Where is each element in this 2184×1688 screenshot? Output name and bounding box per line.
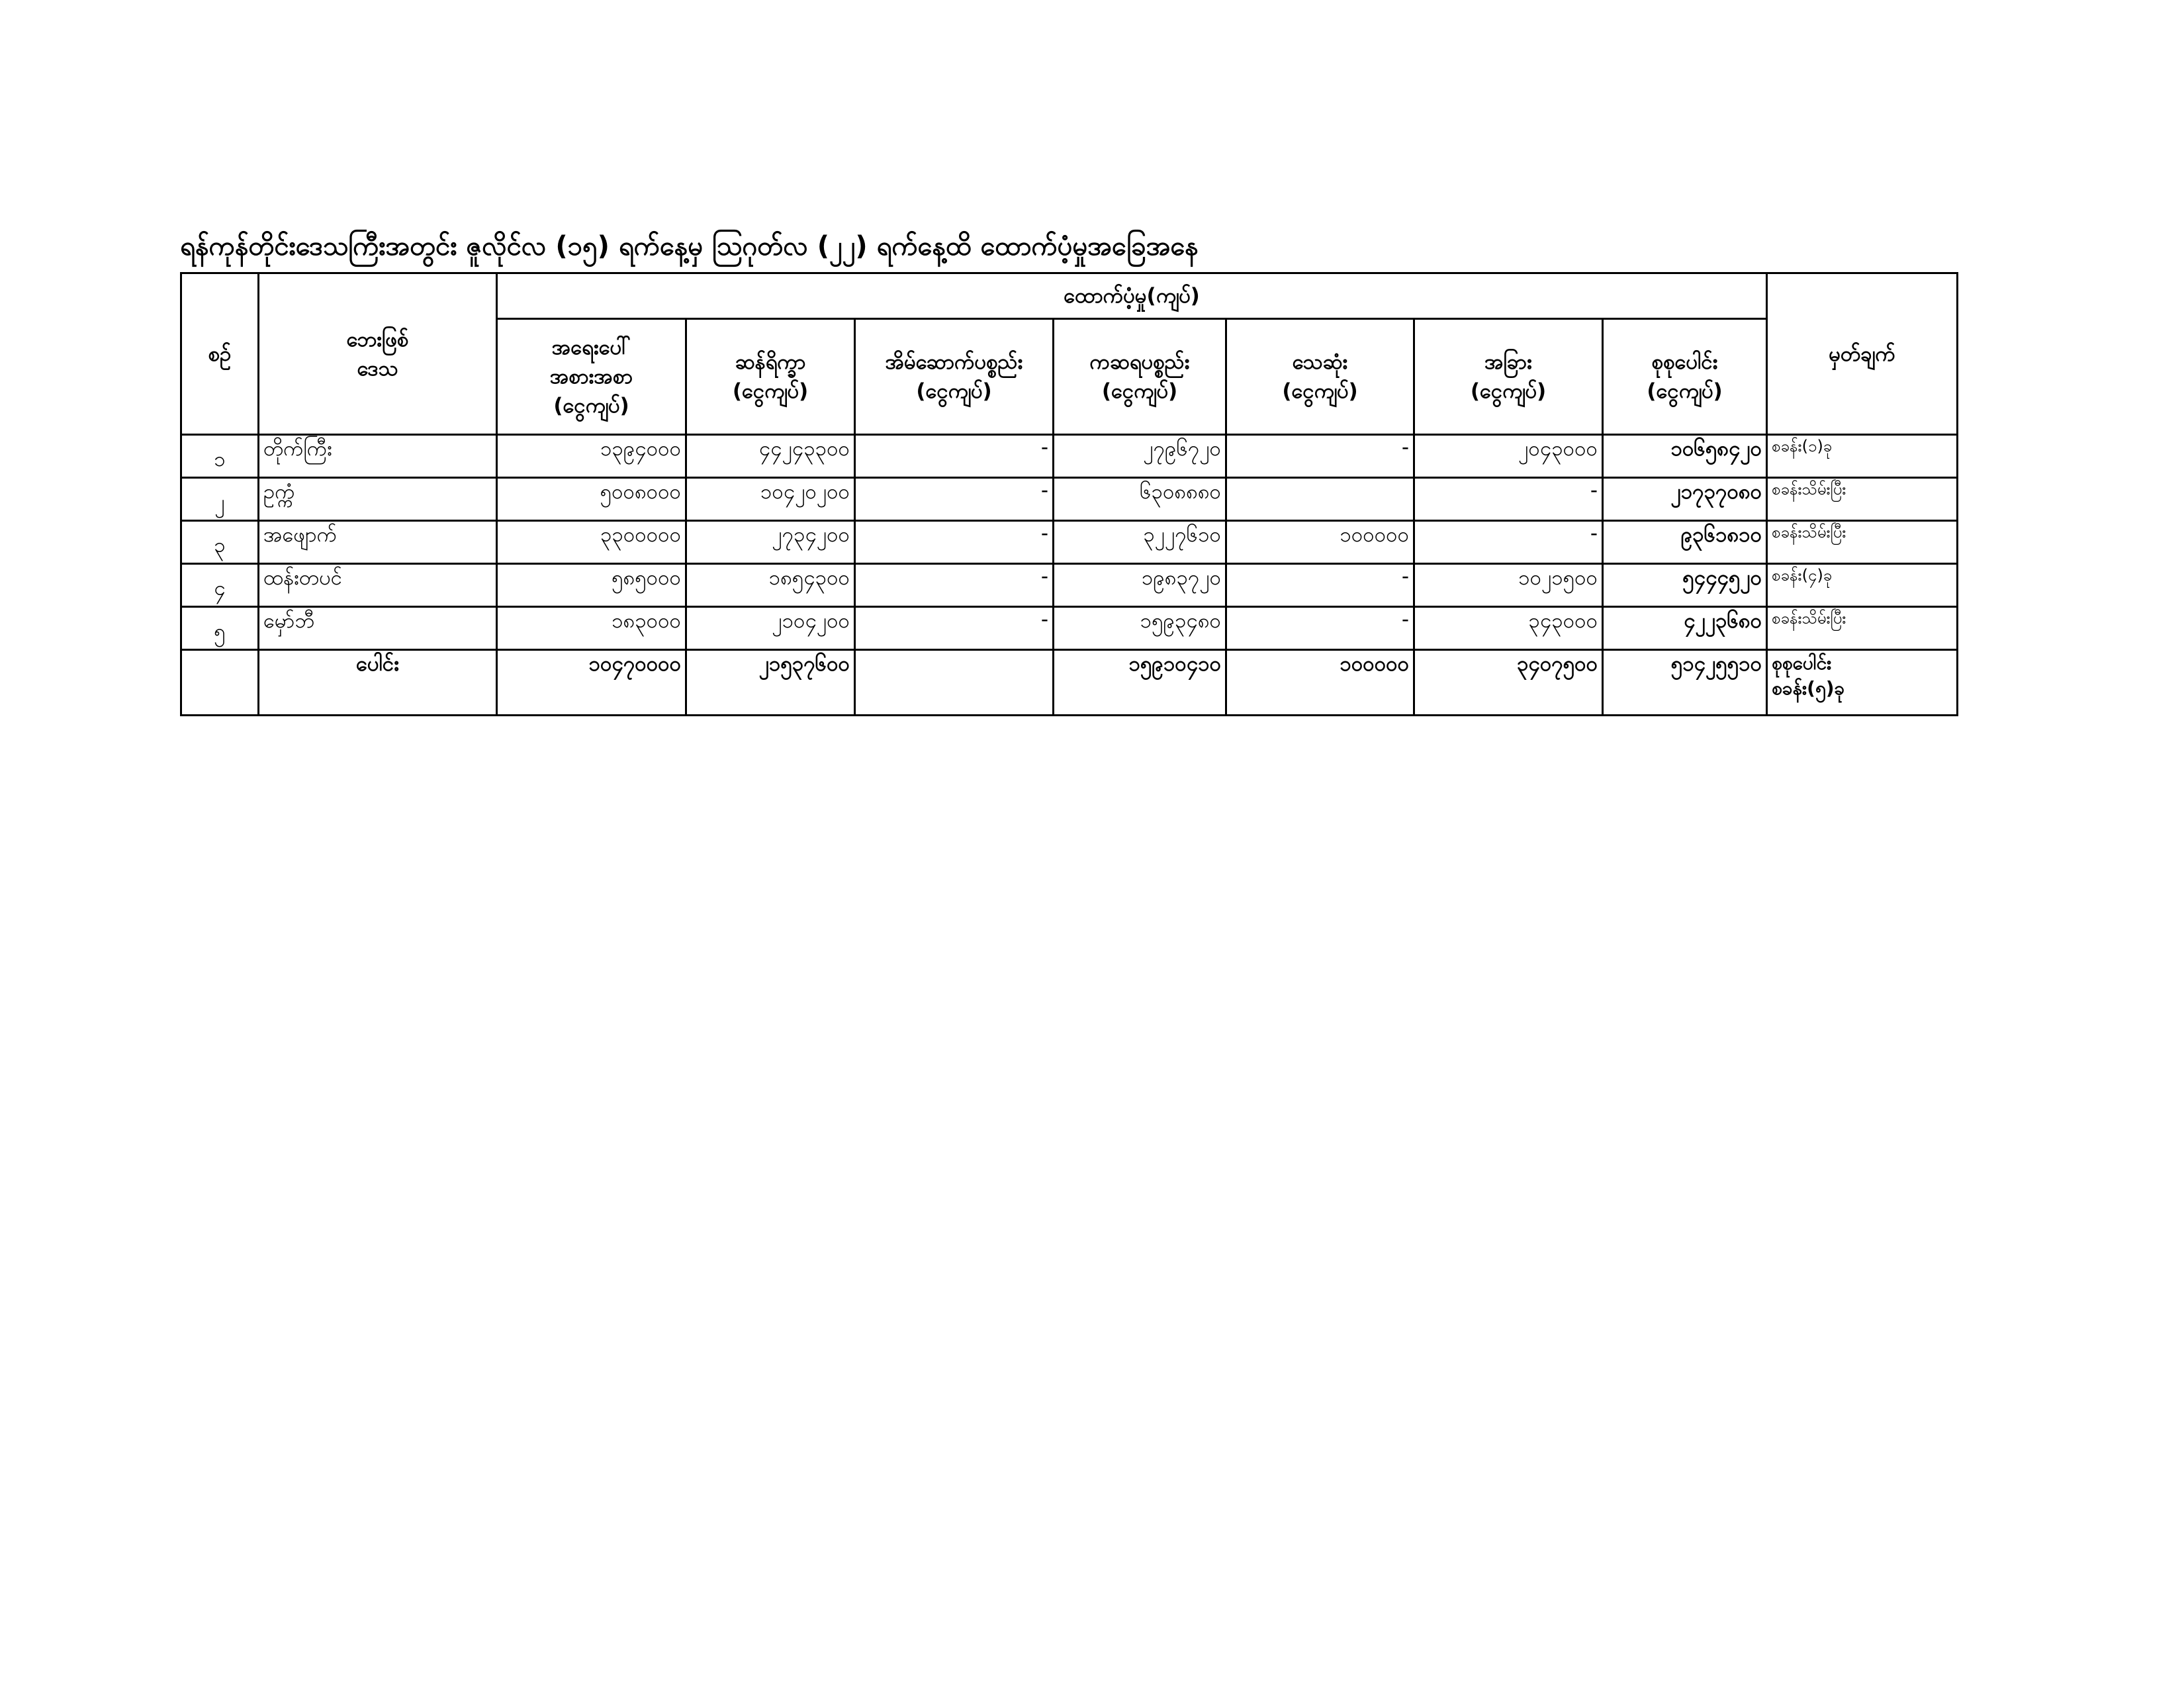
- table-row: [181, 607, 1958, 650]
- header-region-line2: ဒေသ: [357, 356, 398, 381]
- header-emergency-food: [497, 319, 686, 435]
- header-household: [855, 319, 1054, 435]
- header-death: [1226, 319, 1414, 435]
- header-rice-line2: (ငွေကျပ်): [732, 379, 809, 403]
- totals-death: ၁၀၀၀၀၀: [1226, 650, 1414, 716]
- cell-goods: ၂၇၉၆၇၂၀: [1054, 435, 1226, 478]
- totals-household: [855, 650, 1054, 716]
- header-total-line1: စုစုပေါင်း: [1651, 350, 1718, 374]
- cell-food: ၃၃၀၀၀၀၀: [497, 521, 686, 564]
- cell-total: ၄၂၂၃၆၈၀: [1603, 607, 1767, 650]
- cell-region: တိုက်ကြီး: [259, 435, 497, 478]
- header-emergency-food-line2: အစားအစာ: [549, 365, 633, 389]
- header-total: [1603, 319, 1767, 435]
- header-death-line1: သေဆုံး: [1292, 350, 1348, 374]
- header-remarks: မှတ်ချက်: [1767, 273, 1958, 435]
- cell-food: ၁၈၃၀၀၀: [497, 607, 686, 650]
- cell-household: -: [855, 607, 1054, 650]
- cell-remark: စခန်းသိမ်းပြီး: [1767, 478, 1958, 521]
- cell-other: -: [1414, 478, 1603, 521]
- totals-rice: ၂၁၅၃၇၆၀၀: [686, 650, 855, 716]
- cell-death: -: [1226, 564, 1414, 607]
- cell-death: -: [1226, 435, 1414, 478]
- header-other: [1414, 319, 1603, 435]
- cell-other: -: [1414, 521, 1603, 564]
- cell-serial: ၄: [181, 564, 259, 607]
- header-support-group: ထောက်ပံ့မှု(ကျပ်): [497, 273, 1767, 319]
- totals-remark-line1: စုစုပေါင်း: [1772, 652, 1832, 674]
- header-other-line1: အခြား: [1484, 350, 1532, 374]
- cell-region: အဖျောက်: [259, 521, 497, 564]
- cell-goods: ၆၃၀၈၈၈၀: [1054, 478, 1226, 521]
- cell-remark: စခန်းသိမ်းပြီး: [1767, 607, 1958, 650]
- totals-food: ၁၀၄၇၀၀၀၀: [497, 650, 686, 716]
- header-rice: [686, 319, 855, 435]
- cell-remark: စခန်း(၁)ခု: [1767, 435, 1958, 478]
- cell-household: -: [855, 435, 1054, 478]
- cell-rice: ၁၀၄၂၀၂၀၀: [686, 478, 855, 521]
- totals-row: [181, 650, 1958, 716]
- cell-total: ၉၃၆၁၈၁၀: [1603, 521, 1767, 564]
- totals-other: ၃၄၀၇၅၀၀: [1414, 650, 1603, 716]
- cell-goods: ၃၂၂၇၆၁၀: [1054, 521, 1226, 564]
- header-goods-line1: ကဆရပစ္စည်း: [1089, 350, 1190, 374]
- totals-remark-line2: စခန်း(၅)ခု: [1772, 677, 1845, 699]
- cell-rice: ၂၇၃၄၂၀၀: [686, 521, 855, 564]
- cell-food: ၁၃၉၄၀၀၀: [497, 435, 686, 478]
- table-row: [181, 564, 1958, 607]
- header-region-line1: ဘေးဖြစ်: [346, 327, 409, 352]
- cell-goods: ၁၉၈၃၇၂၀: [1054, 564, 1226, 607]
- table-row: [181, 521, 1958, 564]
- header-goods-line2: (ငွေကျပ်): [1101, 379, 1178, 403]
- header-emergency-food-line1: အရေးပေါ်: [551, 336, 631, 359]
- header-household-line1: အိမ်ဆောက်ပစ္စည်း: [885, 350, 1023, 374]
- cell-other: ၂၀၄၃၀၀၀: [1414, 435, 1603, 478]
- table-row: [181, 478, 1958, 521]
- cell-death: [1226, 478, 1414, 521]
- header-region: [259, 273, 497, 435]
- cell-remark: စခန်း(၄)ခု: [1767, 564, 1958, 607]
- cell-other: ၁၀၂၁၅၀၀: [1414, 564, 1603, 607]
- totals-remark: [1767, 650, 1958, 716]
- cell-food: ၅၀၀၈၀၀၀: [497, 478, 686, 521]
- cell-rice: ၄၄၂၄၃၃၀၀: [686, 435, 855, 478]
- cell-household: -: [855, 564, 1054, 607]
- cell-total-serial-empty: [181, 650, 259, 716]
- header-rice-line1: ဆန်ရိက္ခာ: [735, 350, 806, 374]
- header-total-line2: (ငွေကျပ်): [1647, 379, 1723, 403]
- cell-total: ၁၀၆၅၈၄၂၀: [1603, 435, 1767, 478]
- document-title: ရန်ကုန်တိုင်းဒေသကြီးအတွင်း ဇူလိုင်လ (၁၅) ရက်နေ့မှ ဩဂုတ်လ (၂၂) ရက်နေ့ထိ ထောက်ပံ့မှုအခြေအနေ: [180, 231, 1199, 261]
- totals-goods: ၁၅၉၁၀၄၁၀: [1054, 650, 1226, 716]
- cell-household: -: [855, 478, 1054, 521]
- totals-label: ပေါင်း: [259, 650, 497, 716]
- cell-serial: ၂: [181, 478, 259, 521]
- header-emergency-food-line3: (ငွေကျပ်): [553, 394, 629, 418]
- cell-death: -: [1226, 607, 1414, 650]
- cell-household: -: [855, 521, 1054, 564]
- totals-grand-total: ၅၁၄၂၅၅၁၀: [1603, 650, 1767, 716]
- header-death-line2: (ငွေကျပ်): [1282, 379, 1358, 403]
- cell-region: ထန်းတပင်: [259, 564, 497, 607]
- header-row-main: [181, 273, 1958, 319]
- cell-other: ၃၄၃၀၀၀: [1414, 607, 1603, 650]
- cell-serial: ၅: [181, 607, 259, 650]
- cell-rice: ၂၁၀၄၂၀၀: [686, 607, 855, 650]
- cell-death: ၁၀၀၀၀၀: [1226, 521, 1414, 564]
- cell-region: ဥက္ကံ: [259, 478, 497, 521]
- table-row: [181, 435, 1958, 478]
- header-serial: စဥ်: [181, 273, 259, 435]
- cell-rice: ၁၈၅၄၃၀၀: [686, 564, 855, 607]
- cell-total: ၂၁၇၃၇၀၈၀: [1603, 478, 1767, 521]
- header-household-line2: (ငွေကျပ်): [916, 379, 992, 403]
- relief-support-table: [180, 272, 1958, 716]
- cell-serial: ၃: [181, 521, 259, 564]
- cell-region: မှော်ဘီ: [259, 607, 497, 650]
- cell-remark: စခန်းသိမ်းပြီး: [1767, 521, 1958, 564]
- header-goods: [1054, 319, 1226, 435]
- cell-food: ၅၈၅၀၀၀: [497, 564, 686, 607]
- cell-serial: ၁: [181, 435, 259, 478]
- cell-total: ၅၄၄၄၅၂၀: [1603, 564, 1767, 607]
- cell-goods: ၁၅၉၃၄၈၀: [1054, 607, 1226, 650]
- header-other-line2: (ငွေကျပ်): [1470, 379, 1547, 403]
